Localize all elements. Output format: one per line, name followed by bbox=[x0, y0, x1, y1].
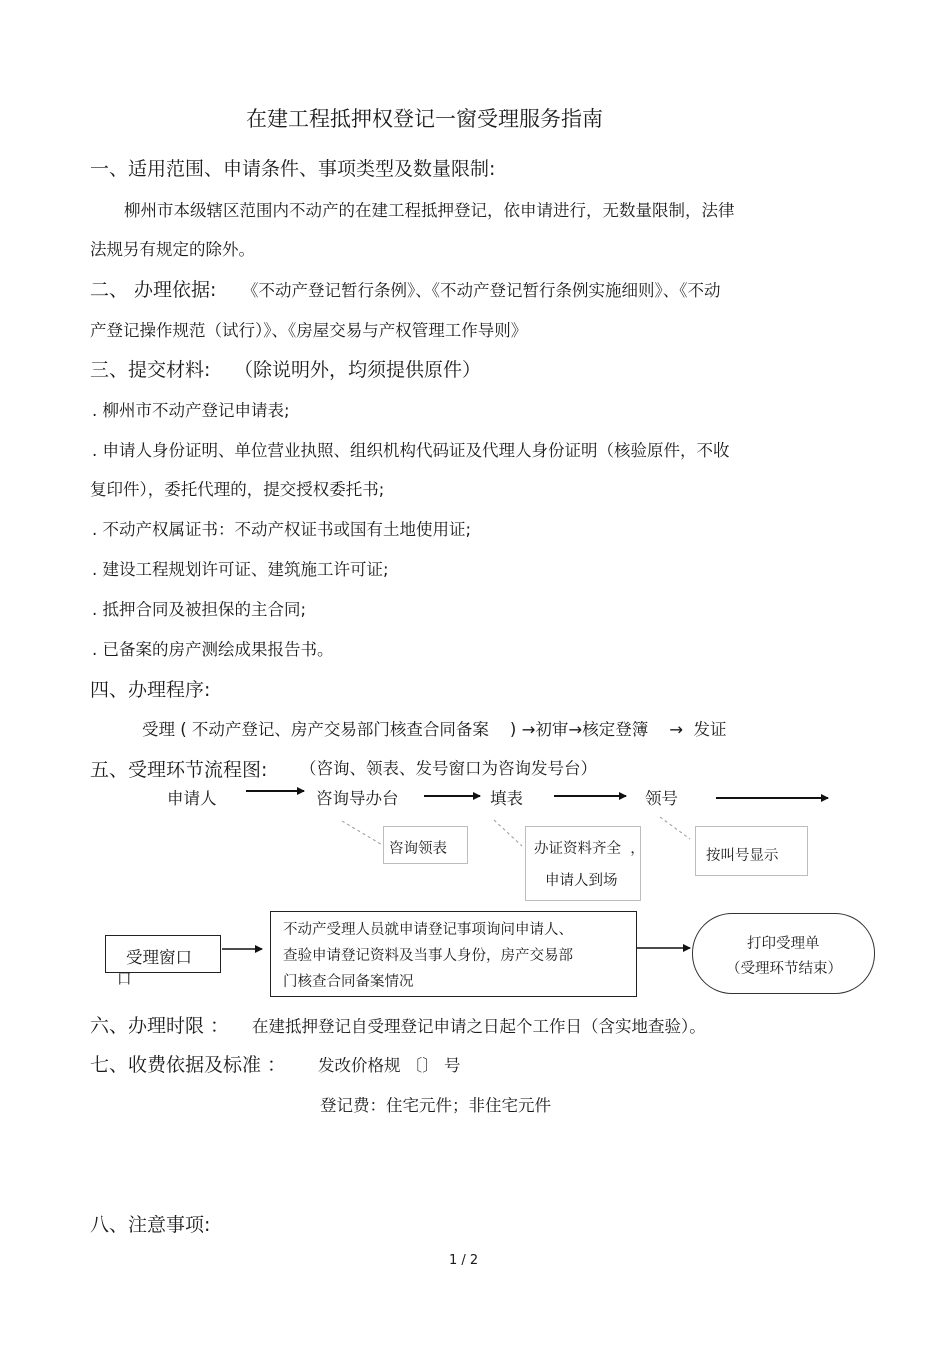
acceptance-window-label: 受理窗口 bbox=[126, 948, 192, 967]
material-item-2: . 申请人身份证明、单位营业执照、组织机构代码证及代理人身份证明（核验原件，不收 bbox=[92, 441, 730, 460]
note-box-documents bbox=[525, 826, 645, 901]
staff-verification-line-2: 查验申请登记资料及当事人身份，房产交易部 bbox=[283, 948, 573, 964]
note-box-call-number-text: 按叫号显示 bbox=[706, 848, 779, 864]
staff-verification-box bbox=[270, 911, 637, 997]
staff-verification-line-1: 不动产受理人员就申请登记事项询问申请人、 bbox=[283, 922, 573, 938]
registration-fee: 登记费：住宅元件；非住宅元件 bbox=[320, 1096, 551, 1115]
acceptance-window-overflow: 口 bbox=[117, 972, 132, 988]
note-box-call-number bbox=[695, 826, 808, 876]
section-5-note: （咨询、领表、发号窗口为咨询发号台） bbox=[300, 759, 597, 778]
note-box-documents-line-2: 申请人到场 bbox=[545, 873, 618, 889]
material-item-1: . 柳州市不动产登记申请表; bbox=[92, 401, 290, 420]
section-4-heading: 四、办理程序: bbox=[90, 679, 211, 701]
section-2-heading: 二、 办理依据: bbox=[90, 279, 217, 301]
section-7-text: 发改价格规 〔〕 号 bbox=[318, 1056, 461, 1075]
note-box-consult bbox=[383, 826, 468, 864]
process-steps: 受理 ( 不动产登记、房产交易部门核查合同备案 ) →初审→核定登簿 → 发证 bbox=[142, 720, 727, 739]
print-receipt-line-1: 打印受理单 bbox=[747, 936, 820, 952]
dashed-callout-2 bbox=[494, 820, 522, 846]
flow-step-take-number: 领号 bbox=[645, 789, 678, 808]
section-1-line-1: 柳州市本级辖区范围内不动产的在建工程抵押登记，依申请进行，无数量限制，法律 bbox=[124, 201, 735, 220]
section-8-heading: 八、注意事项: bbox=[90, 1214, 211, 1236]
material-item-3: . 不动产权属证书：不动产权证书或国有土地使用证; bbox=[92, 520, 472, 539]
material-item-6: . 已备案的房产测绘成果报告书。 bbox=[92, 640, 334, 659]
print-receipt-line-2: （受理环节结束） bbox=[726, 961, 842, 977]
section-6-text: 在建抵押登记自受理登记申请之日起个工作日（含实地查验）。 bbox=[252, 1017, 706, 1036]
material-item-4: . 建设工程规划许可证、建筑施工许可证; bbox=[92, 560, 389, 579]
note-box-documents-line-1: 办证资料齐全 ， bbox=[534, 841, 645, 857]
flow-step-fill-form: 填表 bbox=[490, 789, 523, 808]
section-3-note: （除说明外，均须提供原件） bbox=[234, 359, 482, 381]
flow-step-consult-desk: 咨询导办台 bbox=[316, 789, 399, 808]
section-7-heading: 七、收费依据及标准 ： bbox=[90, 1054, 287, 1076]
material-item-5: . 抵押合同及被担保的主合同; bbox=[92, 600, 307, 619]
section-1-line-2: 法规另有规定的除外。 bbox=[90, 240, 255, 259]
dashed-callout-1 bbox=[342, 821, 384, 846]
section-6-heading: 六、办理时限 ： bbox=[90, 1015, 230, 1037]
material-item-2-cont: 复印件），委托代理的，提交授权委托书; bbox=[90, 480, 385, 499]
section-5-heading: 五、受理环节流程图: bbox=[90, 759, 268, 781]
page-title: 在建工程抵押权登记一窗受理服务指南 bbox=[246, 107, 603, 131]
section-3-heading: 三、提交材料: bbox=[90, 359, 211, 381]
section-2-line-1: 《不动产登记暂行条例》、《不动产登记暂行条例实施细则》、《不动 bbox=[242, 281, 721, 300]
section-1-heading: 一、适用范围、申请条件、事项类型及数量限制: bbox=[90, 158, 496, 180]
note-box-consult-text: 咨询领表 bbox=[389, 841, 447, 857]
staff-verification-line-3: 门核查合同备案情况 bbox=[283, 974, 414, 990]
flow-step-applicant: 申请人 bbox=[167, 789, 217, 808]
section-2-line-2: 产登记操作规范（试行）》、《房屋交易与产权管理工作导则》 bbox=[90, 321, 528, 340]
print-receipt-terminal bbox=[692, 913, 875, 994]
page-number: 1 / 2 bbox=[449, 1253, 479, 1268]
dashed-callout-3 bbox=[660, 817, 690, 839]
